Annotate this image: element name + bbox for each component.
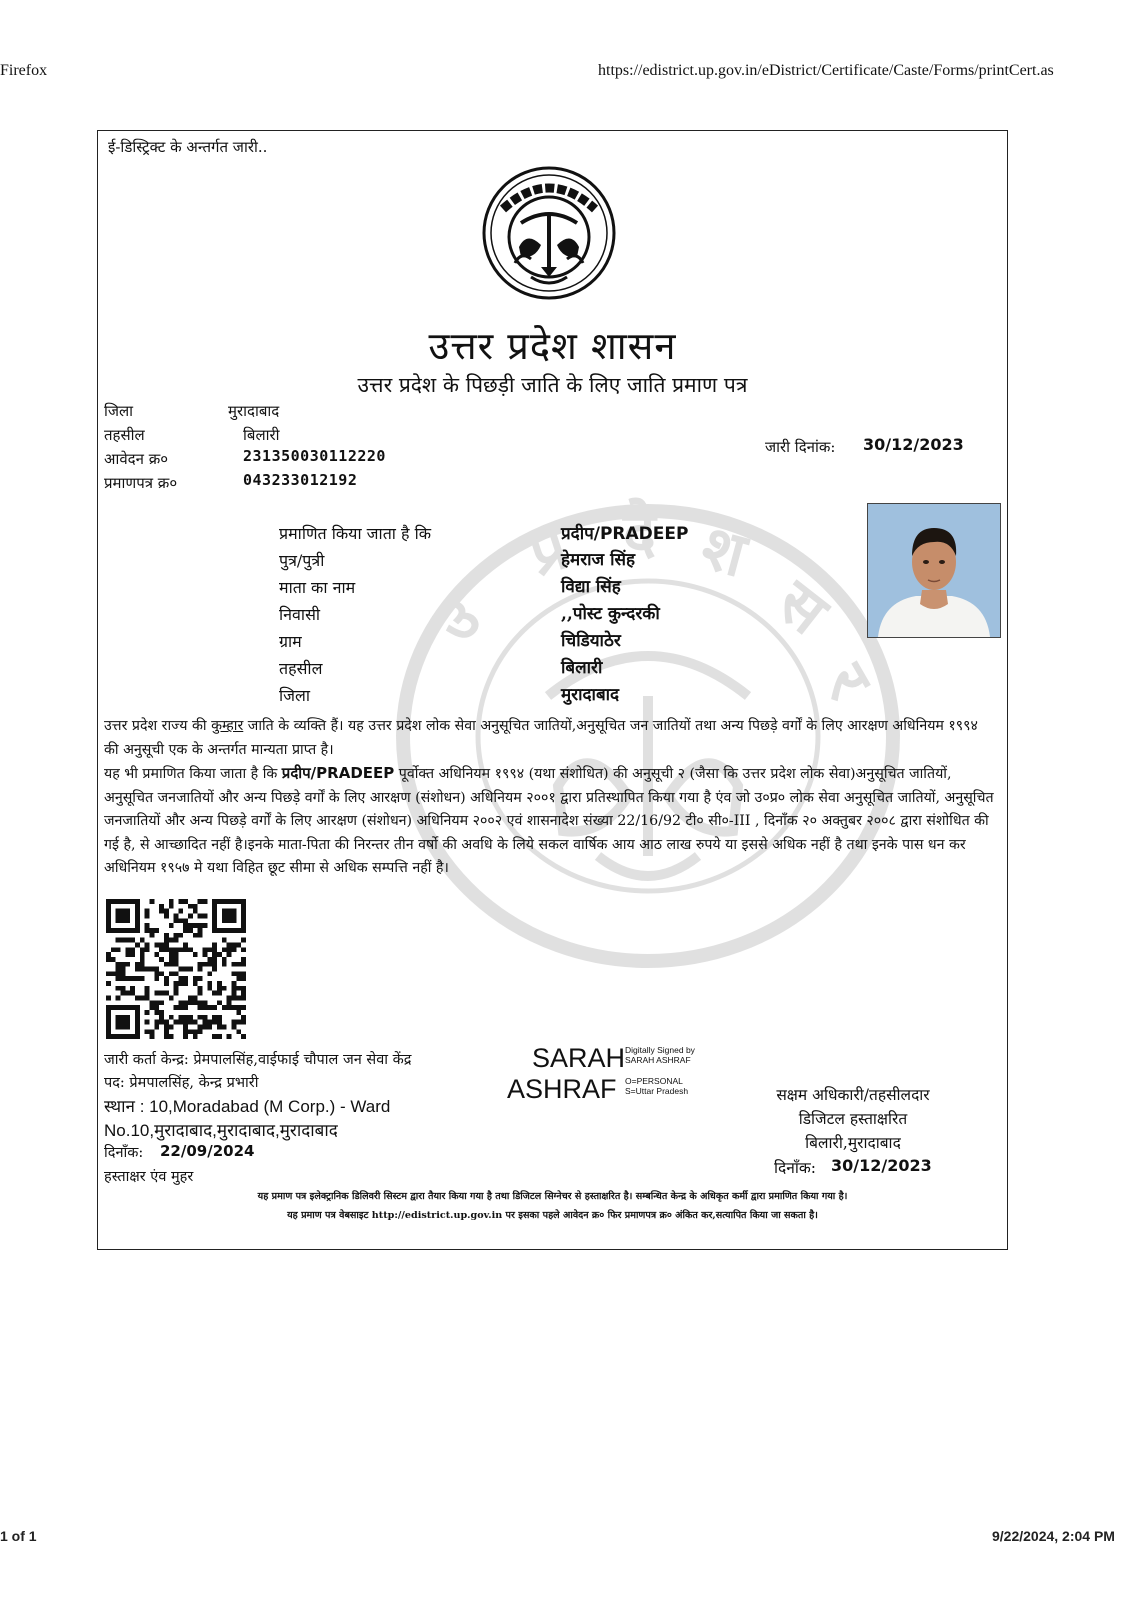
body-text-segment: यह भी प्रमाणित किया जाता है कि	[104, 766, 278, 782]
tehsil-label: तहसील	[104, 426, 145, 444]
caste-name: कुम्हार	[211, 718, 244, 734]
print-datetime: 9/22/2024, 2:04 PM	[992, 1528, 1115, 1544]
certificate-body	[104, 715, 994, 881]
page-indicator: 1 of 1	[0, 1528, 37, 1544]
detail-value-name: प्रदीप/PRADEEP	[561, 524, 689, 544]
svg-text:स: स	[763, 565, 842, 649]
government-title: उत्तर प्रदेश शासन	[428, 324, 677, 368]
officer-title: सक्षम अधिकारी/तहसीलदार	[776, 1086, 930, 1104]
certificate-number-label: प्रमाणपत्र क्र०	[104, 474, 178, 492]
signature-note-3: O=PERSONAL	[625, 1076, 683, 1086]
detail-label-resident: निवासी	[279, 605, 321, 624]
svg-text:श: श	[694, 509, 754, 592]
browser-name: Firefox	[0, 62, 48, 79]
issued-under-note: ई-डिस्ट्रिक्ट के अन्तर्गत जारी..	[108, 138, 268, 156]
issuer-date-label: दिनाँक:	[104, 1145, 144, 1161]
svg-text:र: र	[810, 652, 886, 711]
certificate-number-value: 043233012192	[243, 471, 358, 489]
detail-label-certified: प्रमाणित किया जाता है कि	[279, 524, 432, 543]
issuer-date-value: 22/09/2024	[160, 1142, 255, 1160]
signer-name-line2: ASHRAF	[507, 1074, 617, 1104]
detail-value-resident: ,,पोस्ट कुन्दरकी	[561, 604, 660, 624]
district-value: मुरादाबाद	[228, 402, 280, 420]
svg-text:उ: उ	[420, 579, 494, 658]
detail-value-father: हेमराज सिंह	[561, 550, 636, 570]
detail-value-district: मुरादाबाद	[561, 685, 620, 705]
detail-label-village: ग्राम	[279, 632, 302, 651]
footer-note-2: यह प्रमाण पत्र वेबसाइट http://edistrict.up.gov.in पर इसका पहले आवेदन क्र० फिर प्रमाणपत्र क्र० अंकित कर,सत्यापित किया जा सकता है।	[287, 1210, 818, 1221]
sign-and-seal: हस्ताक्षर एंव मुहर	[104, 1169, 194, 1185]
signer-name-line1: SARAH	[532, 1043, 626, 1073]
officer-digital-signed: डिजिटल हस्ताक्षरित	[798, 1110, 908, 1128]
page-url: https://edistrict.up.gov.in/eDistrict/Certificate/Caste/Forms/printCert.as	[598, 62, 1054, 79]
district-label: जिला	[104, 402, 134, 420]
caste-certificate	[97, 130, 1008, 1250]
detail-label-mother: माता का नाम	[279, 578, 356, 597]
issuer-place-line2: No.10,मुरादाबाद,मुरादाबाद,मुरादाबाद	[104, 1121, 338, 1140]
detail-value-mother: विद्या सिंह	[561, 577, 621, 597]
officer-date-label: दिनाँक:	[774, 1159, 816, 1177]
detail-label-child-of: पुत्र/पुत्री	[279, 551, 325, 570]
officer-place: बिलारी,मुरादाबाद	[805, 1134, 901, 1152]
application-number-value: 231350030112220	[243, 447, 386, 465]
application-number-label: आवेदन क्र०	[104, 450, 169, 468]
svg-text:दे: दे	[623, 496, 656, 569]
signature-note-1: Digitally Signed by	[625, 1045, 695, 1055]
applicant-name-inline: प्रदीप/PRADEEP	[281, 764, 395, 782]
svg-text:प्र: प्र	[520, 509, 577, 591]
body-text-segment: पूर्वोक्त अधिनियम १९९४ (यथा संशोधित) की अनुसूची २ (जैसा कि उत्तर प्रदेश लोक सेवा)अनुसूचित जातियों, अनुसूचित जनजातियों और अन्य पिछड़े वर्गों के लिए आरक्षण (संशोधन) अधिनियम २००१ द्वारा प्रतिस्थापित किया गया है एंव जो उ०प्र० लोक सेवा अनुसूचित जातियों, अनुसूचित जनजातियों और अन्य पिछड़े वर्गों के लिए आरक्षण (संशोधन) अधिनियम २००२ एवं शासनादेश संख्या 22/16/92 टी० सी०-III , दिनाँक २० अक्तुबर २००८ द्वारा संशोधित की गई है, से आच्छादित नहीं है।इनके माता-पिता की निरन्तर तीन वर्षो की अवधि के लिये सकल वार्षिक आय आठ लाख रुपये या इससे अधिक नहीं है तथा इनके पास धन कर अधिनियम १९५७ मे यथा विहित छूट सीमा से अधिक सम्पत्ति नहीं है।	[104, 766, 994, 876]
issuing-center: जारी कर्ता केन्द्र: प्रेमपालसिंह,वाईफाई चौपाल जन सेवा केंद्र	[104, 1052, 412, 1068]
signature-note-2: SARAH ASHRAF	[625, 1055, 691, 1065]
detail-value-village: चिडियाठेर	[561, 631, 621, 651]
body-text-segment: उत्तर प्रदेश राज्य की	[104, 718, 207, 734]
issue-date-value: 30/12/2023	[863, 435, 964, 454]
signature-note-4: S=Uttar Pradesh	[625, 1086, 689, 1096]
footer-note-1: यह प्रमाण पत्र इलेक्ट्रानिक डिलिवरी सिस्टम द्वारा तैयार किया गया है तथा डिजिटल सिग्नेचर से हस्ताक्षरित है। सम्बन्धित केन्द्र के अधिकृत कर्मी द्वारा प्रमाणित किया गया है।	[257, 1191, 848, 1202]
officer-date-value: 30/12/2023	[831, 1156, 932, 1175]
qr-code-icon	[106, 899, 246, 1039]
tehsil-value: बिलारी	[243, 426, 280, 444]
up-government-emblem-icon	[481, 165, 617, 301]
certificate-subtitle: उत्तर प्रदेश के पिछड़ी जाति के लिए जाति प्रमाण पत्र	[357, 373, 748, 397]
body-paragraph-income	[104, 762, 994, 881]
issuer-post: पद: प्रेमपालसिंह, केन्द्र प्रभारी	[104, 1075, 259, 1091]
detail-value-tehsil: बिलारी	[561, 658, 603, 678]
detail-label-tehsil: तहसील	[279, 659, 323, 678]
applicant-photo	[867, 503, 1001, 638]
body-paragraph-caste	[104, 715, 994, 762]
issuer-place-line1: स्थान : 10,Moradabad (M Corp.) - Ward	[104, 1097, 391, 1116]
detail-label-district: जिला	[279, 686, 311, 705]
body-text-segment: जाति के व्यक्ति हैं। यह उत्तर प्रदेश लोक सेवा अनुसूचित जातियों,अनुसूचित जन जातियों तथा अन्य पिछड़े वर्गों के लिए आरक्षण अधिनियम १९९४ की अनुसूची एक के अन्तर्गत मान्यता प्राप्त है।	[104, 718, 978, 758]
issue-date-label: जारी दिनांक:	[765, 438, 836, 456]
